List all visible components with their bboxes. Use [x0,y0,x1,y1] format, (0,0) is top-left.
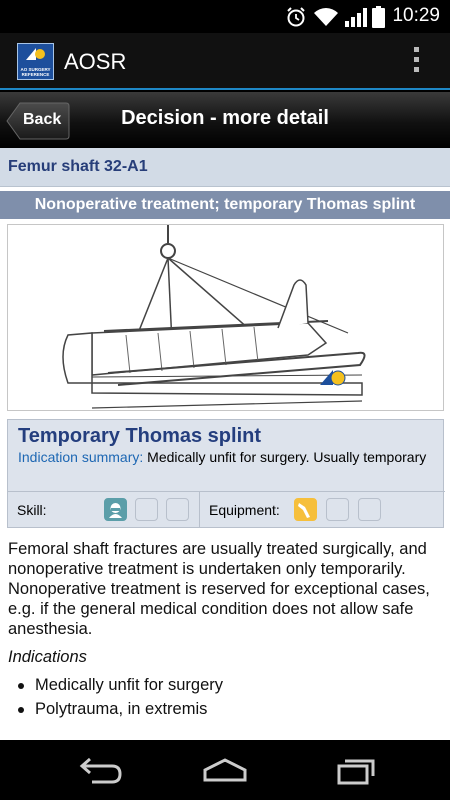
skill-level-icon [104,498,127,521]
overflow-menu-icon[interactable] [414,47,420,75]
action-bar [0,33,450,90]
equipment-label: Equipment: [209,502,280,518]
app-logo [17,43,54,80]
app-logo-text: AO SURGERY REFERENCE [20,67,51,77]
ao-logo-icon [26,46,46,62]
equipment-level-empty [326,498,349,521]
indications-heading: Indications [8,648,87,666]
battery-icon [372,6,385,28]
surgeon-icon [105,499,126,520]
wifi-icon [313,7,339,27]
thomas-splint-drawing [8,225,444,411]
status-bar [0,0,450,33]
divider [8,491,445,492]
back-button-label: Back [23,111,62,128]
system-nav-bar [0,740,450,800]
status-time: 10:29 [392,5,440,26]
back-nav-icon[interactable] [70,754,130,786]
indication-summary [18,449,428,465]
treatment-title-bar: Nonoperative treatment; temporary Thomas splint [0,191,450,219]
equipment-level-icon [294,498,317,521]
indication-summary-label: Indication summary: [18,449,144,465]
divider [199,491,200,528]
indication-summary-text: Medically unfit for surgery. Usually temporary [147,449,427,465]
alarm-icon [285,6,307,28]
equipment-level-empty [358,498,381,521]
recent-apps-icon[interactable] [325,754,385,786]
section-header: Femur shaft 32-A1 [0,148,450,187]
signal-icon [345,8,367,27]
skill-label: Skill: [17,502,47,518]
splint-illustration[interactable] [7,224,444,411]
back-button[interactable] [6,102,70,140]
home-nav-icon[interactable] [195,754,255,786]
skill-level-empty [135,498,158,521]
description-text: Femoral shaft fractures are usually treated surgically, and nonoperative treatment is undertaken only temporarily. Nonoperative treatment is reserved for exceptional cases, e.g. if the general medical condition does not allow safe anesthesia. [8,540,430,638]
app-title: AOSR [64,49,127,74]
splint-equipment-icon [295,499,316,520]
skill-level-empty [166,498,189,521]
treatment-name: Temporary Thomas splint [18,425,262,447]
list-item: Polytrauma, in extremis [18,697,438,721]
treatment-info-box [7,419,444,528]
nav-header [0,92,450,148]
page-title: Decision - more detail [121,107,329,129]
list-item: Medically unfit for surgery [18,673,438,697]
indications-list [18,673,438,721]
content-area [0,148,450,740]
